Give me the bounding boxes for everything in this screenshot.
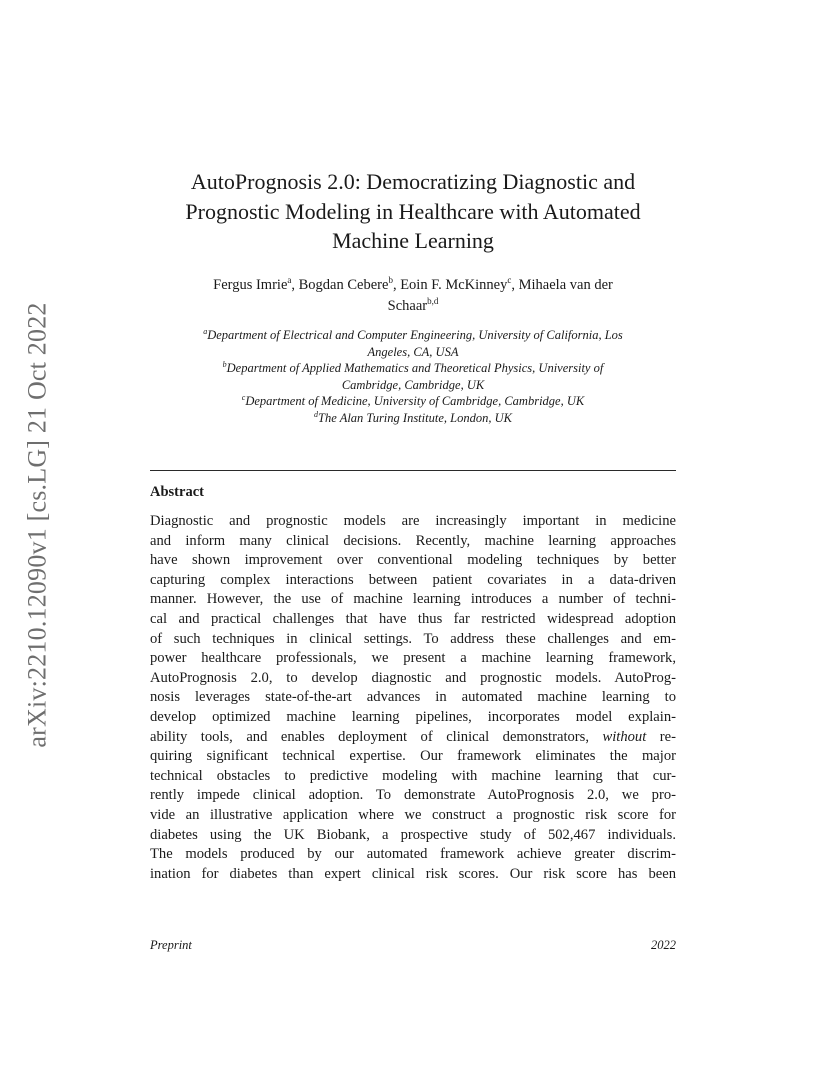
affiliation — [150, 393, 676, 410]
author-name: Bogdan Cebere — [298, 277, 389, 293]
section-divider — [150, 470, 676, 471]
affiliation-marker: b — [222, 359, 227, 369]
affiliation — [150, 410, 676, 427]
author-affil-marker: a — [287, 275, 292, 286]
abstract-line: nosis leverages state-of-the-art advances in automated machine learning to — [150, 689, 676, 706]
author-list — [150, 275, 676, 317]
affiliation-continued: Cambridge, Cambridge, UK — [341, 377, 485, 392]
abstract-body — [150, 512, 676, 884]
abstract-line: The models produced by our automated framework achieve greater discrim- — [150, 846, 676, 863]
affiliation-text: Department of Electrical and Computer Engineering, University of California, Los — [207, 328, 623, 342]
affiliation-continued: Angeles, CA, USA — [367, 344, 459, 359]
emphasized-word: without — [602, 728, 647, 745]
author-line: Fergus Imrie$^a$, Bogdan Cebere$^b$, Eoin F. McKinney$^c$, Mihaela van der — [213, 275, 613, 293]
abstract-line: AutoPrognosis 2.0, to develop diagnostic and prognostic models. AutoProg- — [150, 669, 676, 686]
abstract-line: of such techniques in clinical settings. To address these challenges and em- — [150, 630, 676, 647]
abstract-heading: Abstract — [150, 484, 204, 500]
affiliation-text: The Alan Turing Institute, London, UK — [318, 410, 512, 425]
abstract-line: cal and practical challenges that have thus far restricted widespread adoption — [150, 610, 676, 627]
affiliation-text: Department of Applied Mathematics and Theoretical Physics, University of — [226, 361, 604, 375]
title-line: Prognostic Modeling in Healthcare with Automated — [185, 198, 641, 224]
abstract-line: Diagnostic and prognostic models are increasingly important in medicine — [150, 513, 676, 529]
abstract-line: technical obstacles to predictive modeling with machine learning that cur- — [150, 767, 676, 784]
author-affil-marker: b,d — [427, 296, 439, 307]
author-name: Mihaela van der — [518, 277, 613, 293]
affiliation — [150, 360, 676, 377]
abstract-line: manner. However, the use of machine learning introduces a number of techni- — [150, 591, 676, 608]
author-affil-marker: b — [388, 275, 393, 286]
footer-year: 2022 — [651, 938, 676, 952]
title-line: Machine Learning — [332, 228, 494, 253]
abstract-line: power healthcare professionals, we present a machine learning framework, — [150, 650, 676, 667]
arxiv-id-text: arXiv:2210.12090v1 [cs.LG] 21 Oct 2022 — [23, 302, 53, 748]
abstract-line: ability tools, and enables deployment of clinical demonstrators, without re- — [150, 728, 676, 745]
affiliation-text: Department of Medicine, University of Cambridge, Cambridge, UK — [245, 394, 585, 408]
affiliation-list — [150, 327, 676, 426]
affiliation-marker: d — [314, 409, 319, 419]
abstract-line: ination for diabetes than expert clinical risk scores. Our risk score has been — [150, 865, 676, 882]
abstract-line: diabetes using the UK Biobank, a prospective study of 502,467 individuals. — [150, 826, 676, 843]
affiliation-marker: a — [203, 326, 208, 336]
author-affil-marker: c — [507, 275, 512, 286]
abstract-line: develop optimized machine learning pipelines, incorporates model explain- — [150, 708, 676, 725]
paper-title — [150, 167, 676, 256]
abstract-line: and inform many clinical decisions. Recently, machine learning approaches — [150, 532, 676, 549]
abstract-line: rently impede clinical adoption. To demonstrate AutoPrognosis 2.0, we pro- — [150, 787, 676, 804]
author-name: Fergus Imrie — [213, 277, 288, 293]
affiliation-marker: c — [241, 392, 246, 402]
arxiv-side-identifier — [23, 290, 53, 760]
abstract-line: vide an illustrative application where we construct a prognostic risk score for — [150, 806, 676, 823]
title-line: AutoPrognosis 2.0: Democratizing Diagnostic and — [190, 169, 636, 194]
footer-preprint-label: Preprint — [150, 938, 192, 952]
author-line — [150, 296, 676, 317]
author-name: Eoin F. McKinney — [400, 277, 508, 293]
abstract-line: capturing complex interactions between patient covariates in a data-driven — [150, 571, 676, 588]
abstract-line: have shown improvement over conventional modeling techniques by better — [150, 552, 676, 569]
author-name: Schaar — [387, 298, 428, 314]
abstract-line: quiring significant technical expertise. Our framework eliminates the major — [150, 748, 676, 765]
affiliation — [150, 327, 676, 344]
